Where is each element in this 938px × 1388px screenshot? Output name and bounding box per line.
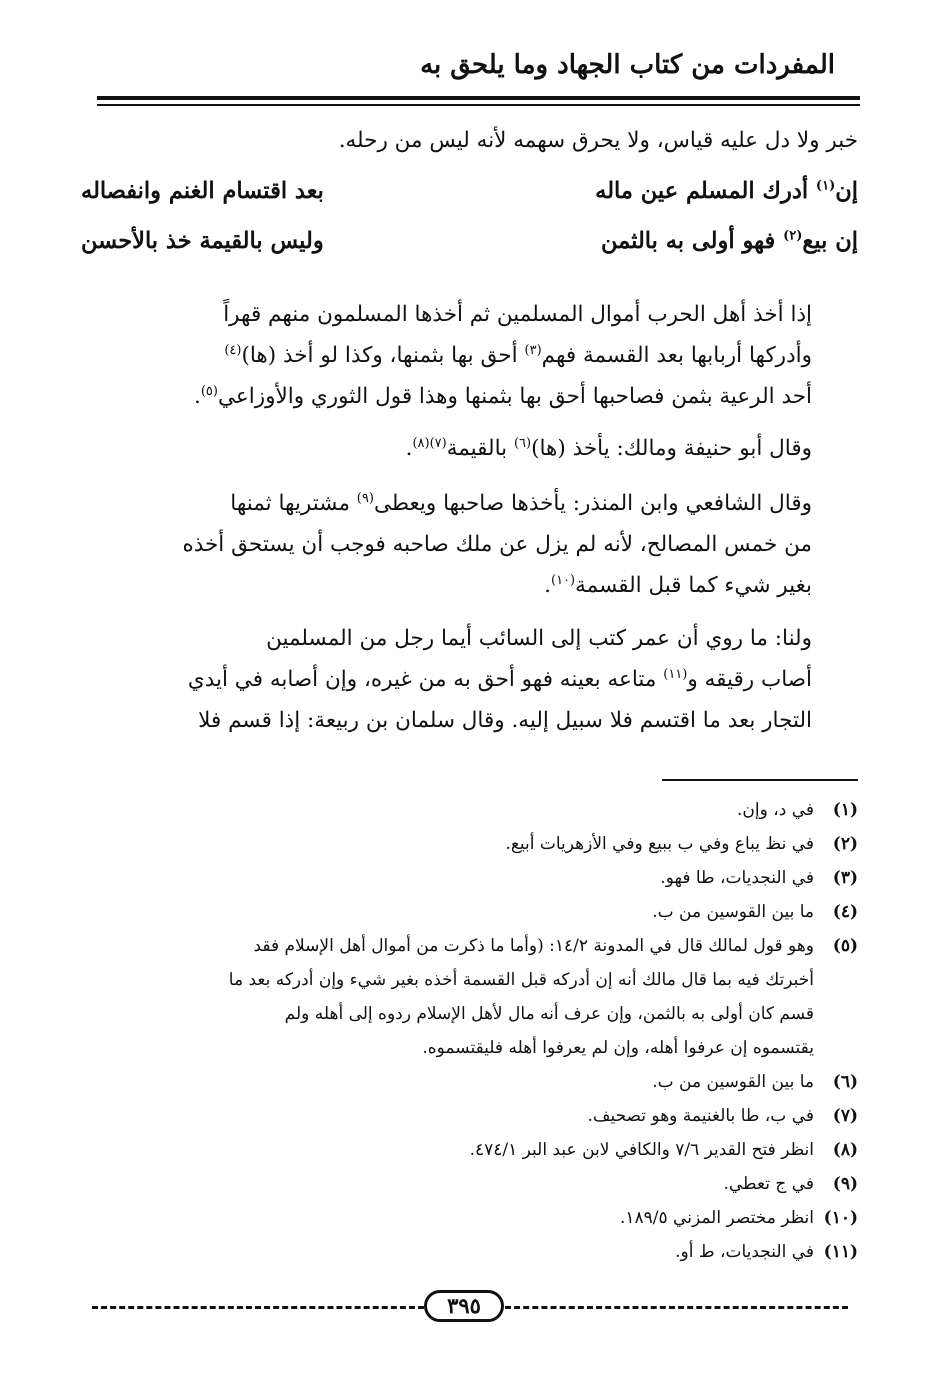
footnote-ref[interactable]: (٥) [200, 383, 218, 399]
footer-dashed-rule-right [505, 1306, 848, 1309]
paragraph-1: إذا أخذ أهل الحرب أموال المسلمين ثم أخذها المسلمون منهم قهراً وأدركها أربابها بعد القسمة فهم$^{(٣)}$ أحق بها بثمنها، وكذا لو أخذ (ها)$^{(٤)}$ أحد الرعية بثمن فصاحبها أحق بها بثمنها وهذا قول الثوري والأوزاعي$^{(٥)}$. [194, 302, 812, 409]
verse-line-2 [81, 228, 858, 268]
footnote-item: (٢) في نظ يباع وفي ب ببيع وفي الأزهريات أبيع. [505, 834, 858, 854]
footnote-item: (١١) في النجديات، ط أو. [675, 1242, 858, 1262]
paragraph-3: وقال الشافعي وابن المنذر: يأخذها صاحبها ويعطى$^{(٩)}$ مشتريها ثمنها من خمس المصالح، لأنه لم يزل عن ملك صاحبه فوجب أن يستحق أخذه بغير شيء كما قبل القسمة$^{(١٠)}$. [182, 490, 812, 598]
footnote-ref[interactable]: (٦) [513, 435, 532, 451]
running-header: المفردات من كتاب الجهاد وما يلحق به [420, 50, 835, 80]
verse-1-hemistich-left: بعد اقتسام الغنم وانفصاله [81, 178, 324, 204]
verse-1-hemistich-right: إن$^{(١)}$ أدرك المسلم عين ماله [595, 178, 858, 204]
footnote-ref[interactable]: (١١) [663, 666, 688, 682]
footnote-ref[interactable]: (٧)(٨) [412, 435, 447, 451]
footnotes [81, 793, 858, 1269]
footer-dashed-rule-left [92, 1306, 424, 1309]
verse-2-hemistich-left: وليس بالقيمة خذ بالأحسن [81, 228, 324, 254]
footnote-ref[interactable]: (١٠) [550, 572, 576, 588]
footnote-item: (٨) انظر فتح القدير ٧/٦ والكافي لابن عبد البر ٤٧٤/١. [469, 1140, 858, 1160]
footnote-item: (٣) في النجديات، طا فهو. [660, 868, 858, 888]
footnote-item: (٦) ما بين القوسين من ب. [652, 1072, 858, 1092]
footnote-ref[interactable]: (١) [815, 178, 836, 194]
header-rule-thick [97, 96, 860, 100]
header-rule-thin [97, 104, 860, 106]
footnote-ref[interactable]: (٢) [783, 228, 803, 244]
paragraph-4: ولنا: ما روي أن عمر كتب إلى السائب أيما رجل من المسلمين أصاب رقيقه و$^{(١١)}$ متاعه بعينه فهو أحق به من غيره، وإن أصابه في أيدي التجار بعد ما اقتسم فلا سبيل إليه. وقال سلمان بن ربيعة: إذا قسم فلا [187, 626, 812, 733]
footnote-item: (١٠) انظر مختصر المزني ١٨٩/٥. [619, 1208, 858, 1228]
footnote-item: (٧) في ب، طا بالغنيمة وهو تصحيف. [587, 1106, 858, 1126]
verse-2-hemistich-right: إن بيع$^{(٢)}$ فهو أولى به بالثمن [601, 228, 858, 254]
footnote-ref[interactable]: (٣) [524, 342, 542, 358]
intro-line: خبر ولا دل عليه قياس، ولا يحرق سهمه لأنه ليس من رحله. [338, 128, 858, 153]
paragraph-2: وقال أبو حنيفة ومالك: يأخذ (ها)$^{(٦)}$ بالقيمة$^{(٧)(٨)}$. [405, 435, 812, 461]
page-number: ٣٩٥ [424, 1290, 504, 1322]
footnote-separator [662, 779, 858, 781]
footnote-item: (٤) ما بين القوسين من ب. [652, 902, 858, 922]
footnote-item: (١) في د، وإن. [737, 800, 858, 820]
main-text [81, 120, 858, 161]
verse-line-1 [81, 178, 858, 218]
poem-verse [81, 178, 858, 268]
footnote-ref[interactable]: (٩) [356, 490, 374, 506]
footnote-item: (٩) في ج تعطي. [723, 1174, 858, 1194]
footnote-ref[interactable]: (٤) [224, 342, 242, 358]
footnote-item: (٥) وهو قول لمالك قال في المدونة ١٤/٢: (وأما ما ذكرت من أموال أهل الإسلام فقد أخبرتك فيه بما قال مالك أنه إن أدركه قبل القسمة أخذه بغير شيء وإن أدركه بعد ما قسم كان أولى به بالثمن، وإن عرف أنه مال لأهل الإسلام ردوه إلى أهله ولم يقتسموه إن عرفوا أهله، وإن لم يعرفوا أهله فليقتسموه. [228, 936, 858, 1058]
